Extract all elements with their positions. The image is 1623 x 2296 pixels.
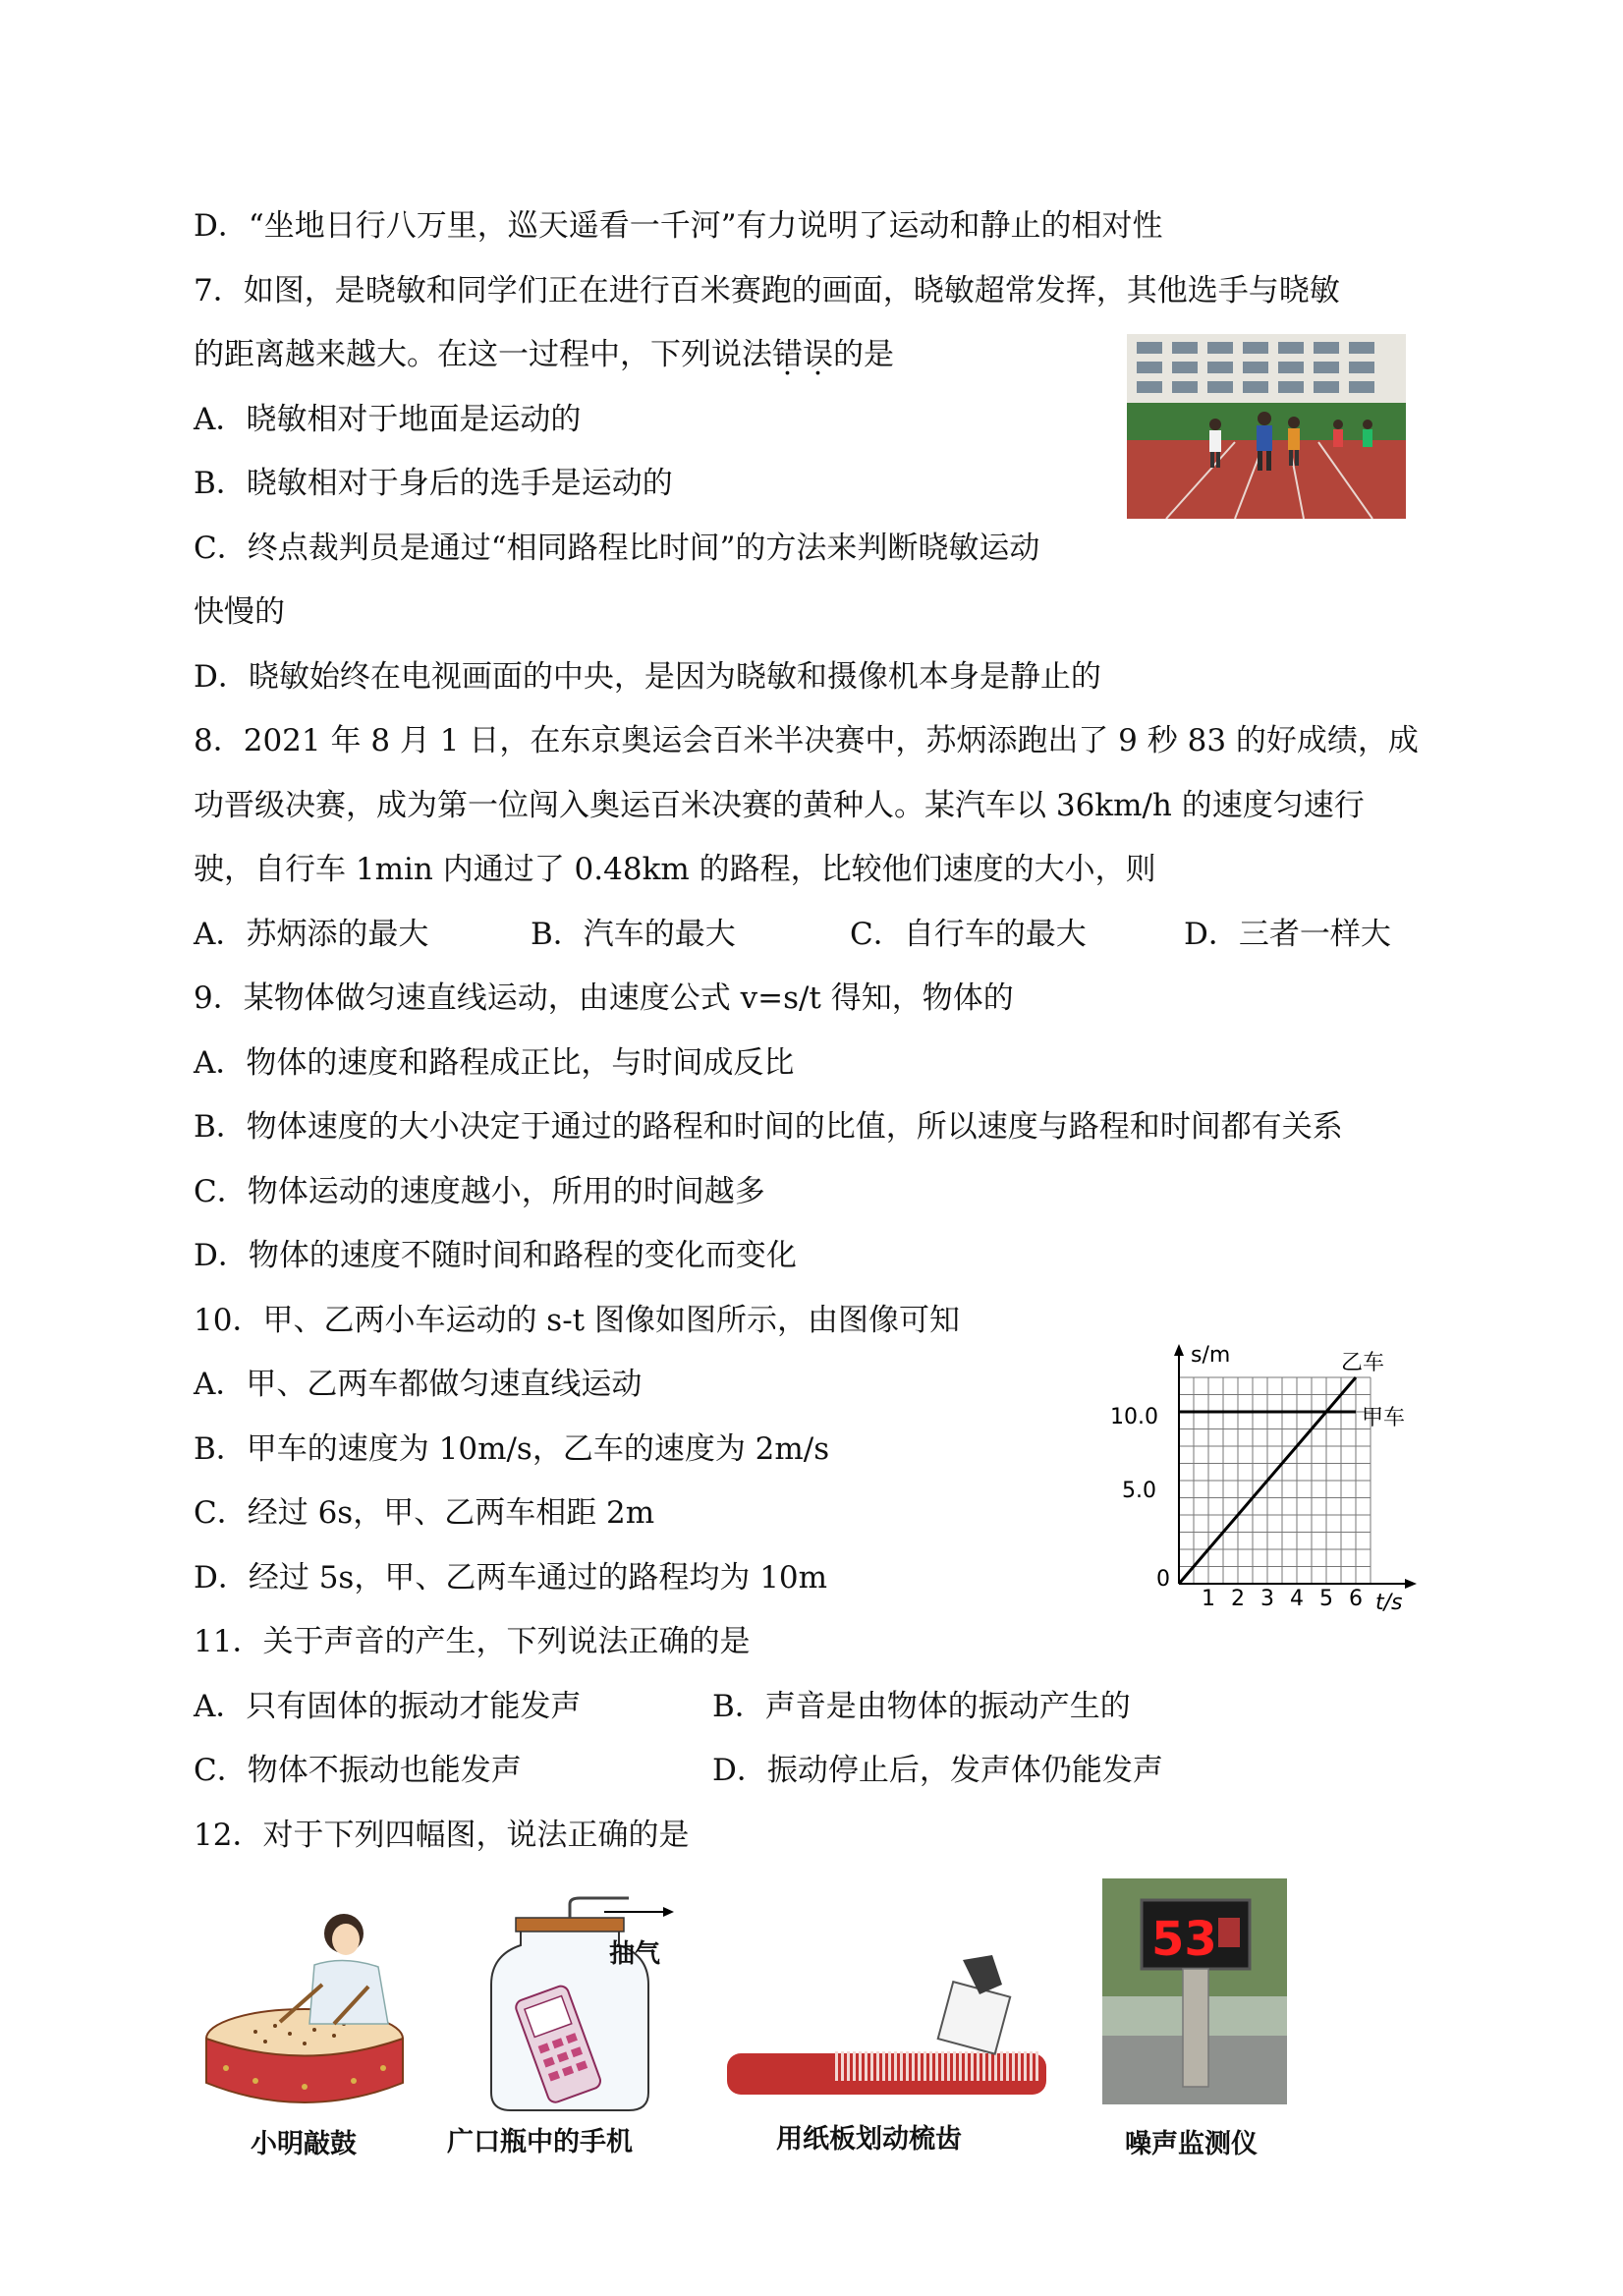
comb-tooth	[859, 2051, 862, 2081]
q8-stem-3: 驶，自行车 1min 内通过了 0.48km 的路程，比较他们速度的大小，则	[194, 852, 1156, 887]
comb-tooth	[935, 2051, 938, 2081]
comb-tooth	[1006, 2051, 1009, 2081]
comb-tooth	[894, 2051, 897, 2081]
q12-stem: 12．对于下列四幅图，说法正确的是	[194, 1818, 690, 1853]
drum-figure	[196, 1906, 422, 2122]
series-label-yi: 乙车	[1341, 1351, 1385, 1375]
comb-tooth	[971, 2051, 974, 2081]
q7-stem-2: 的距离越来越大。在这一过程中，下列说法错误的是	[194, 337, 894, 372]
comb-figure	[722, 1955, 1051, 2107]
y-axis-label: s/m	[1191, 1343, 1231, 1368]
x-axis-label: t/s	[1375, 1591, 1403, 1615]
caption-drum: 小明敲鼓	[251, 2129, 357, 2159]
y-tick-label: 5.0	[1122, 1479, 1156, 1503]
emphasis-char: 误	[803, 337, 833, 372]
comb-tooth	[900, 2051, 903, 2081]
comb-tooth	[977, 2051, 979, 2081]
comb-tooth	[865, 2051, 867, 2081]
comb-tooth	[1018, 2051, 1021, 2081]
x-tick-label: 3	[1260, 1587, 1274, 1611]
comb-tooth	[923, 2051, 926, 2081]
caption-noise-monitor: 噪声监测仪	[1125, 2129, 1258, 2159]
comb-tooth	[853, 2051, 856, 2081]
graph-axes	[1174, 1344, 1417, 1589]
q8-stem-1: 8．2021 年 8 月 1 日，在东京奥运会百米半决赛中，苏炳添跑出了 9 秒 83 的好成绩，成	[194, 723, 1419, 758]
q9-option-d: D．物体的速度不随时间和路程的变化而变化	[194, 1238, 797, 1273]
q11-stem: 11．关于声音的产生，下列说法正确的是	[194, 1624, 751, 1659]
q9-option-b: B．物体速度的大小决定于通过的路程和时间的比值，所以速度与路程和时间都有关系	[194, 1109, 1343, 1145]
x-tick-label: 6	[1349, 1587, 1363, 1611]
q10-stem: 10．甲、乙两小车运动的 s-t 图像如图所示，由图像可知	[194, 1303, 960, 1338]
x-tick-label: 5	[1319, 1587, 1333, 1611]
comb-tooth	[1000, 2051, 1003, 2081]
q10-option-c: C．经过 6s，甲、乙两车相距 2m	[194, 1495, 655, 1531]
origin-label: 0	[1156, 1567, 1170, 1592]
q7-option-c-1: C．终点裁判员是通过“相同路程比时间”的方法来判断晓敏运动	[194, 531, 1040, 566]
meter-reading: 53	[1151, 1912, 1217, 1967]
noise-monitor-figure	[1102, 1878, 1287, 2104]
comb-tooth	[929, 2051, 932, 2081]
comb-tooth	[965, 2051, 968, 2081]
comb-tooth	[912, 2051, 915, 2081]
comb-tooth	[882, 2051, 885, 2081]
comb-tooth	[941, 2051, 944, 2081]
comb-tooth	[959, 2051, 962, 2081]
comb-tooth	[953, 2051, 956, 2081]
comb-tooth	[1012, 2051, 1015, 2081]
q11-option-b: B．声音是由物体的振动产生的	[712, 1689, 1131, 1724]
comb-tooth	[982, 2051, 985, 2081]
series-label-jia: 甲车	[1362, 1406, 1406, 1430]
q7-option-c-2: 快慢的	[194, 594, 285, 630]
q6-option-d: D．“坐地日行八万里，巡天遥看一千河”有力说明了运动和静止的相对性	[194, 208, 1163, 244]
comb-tooth	[1035, 2051, 1038, 2081]
pump-label: 抽气	[609, 1939, 661, 1969]
q8-option-b: B．汽车的最大	[531, 917, 736, 952]
caption-jar: 广口瓶中的手机	[447, 2127, 633, 2157]
q10-option-a: A．甲、乙两车都做匀速直线运动	[194, 1367, 643, 1402]
comb-tooth	[918, 2051, 921, 2081]
emphasis-char: 错	[772, 337, 803, 372]
x-tick-label: 2	[1231, 1587, 1245, 1611]
q9-option-a: A．物体的速度和路程成正比，与时间成反比	[194, 1045, 795, 1081]
q11-option-c: C．物体不振动也能发声	[194, 1753, 522, 1788]
y-tick-label: 10.0	[1110, 1405, 1158, 1429]
comb-tooth	[988, 2051, 991, 2081]
comb-tooth	[1024, 2051, 1027, 2081]
q7-option-d: D．晓敏始终在电视画面的中央，是因为晓敏和摄像机本身是静止的	[194, 659, 1101, 695]
comb-tooth	[870, 2051, 873, 2081]
comb-tooth	[847, 2051, 850, 2081]
x-tick-label: 4	[1290, 1587, 1304, 1611]
caption-comb: 用纸板划动梳齿	[776, 2124, 962, 2155]
q9-option-c: C．物体运动的速度越小，所用的时间越多	[194, 1174, 765, 1209]
q8-stem-2: 功晋级决赛，成为第一位闯入奥运百米决赛的黄种人。某汽车以 36km/h 的速度匀速行	[194, 788, 1365, 823]
comb-tooth	[1030, 2051, 1033, 2081]
q7-option-a: A．晓敏相对于地面是运动的	[194, 402, 582, 437]
q8-option-d: D．三者一样大	[1184, 917, 1391, 952]
s-t-graph	[1110, 1336, 1425, 1621]
comb-tooth	[994, 2051, 997, 2081]
q11-option-a: A．只有固体的振动才能发声	[194, 1689, 582, 1724]
comb-tooth	[876, 2051, 879, 2081]
race-photo	[1127, 334, 1406, 519]
q11-option-d: D．振动停止后，发声体仍能发声	[712, 1753, 1163, 1788]
jar-figure	[481, 1896, 678, 2117]
comb-tooth	[835, 2051, 838, 2081]
q10-option-b: B．甲车的速度为 10m/s，乙车的速度为 2m/s	[194, 1431, 830, 1467]
q7-option-b: B．晓敏相对于身后的选手是运动的	[194, 466, 673, 501]
comb-tooth	[947, 2051, 950, 2081]
comb-tooth	[841, 2051, 844, 2081]
comb-tooth	[888, 2051, 891, 2081]
q8-option-a: A．苏炳添的最大	[194, 917, 429, 952]
graph-grid	[1179, 1377, 1371, 1584]
q9-stem: 9．某物体做匀速直线运动，由速度公式 v=s/t 得知，物体的	[194, 980, 1014, 1016]
comb-tooth	[906, 2051, 909, 2081]
q10-option-d: D．经过 5s，甲、乙两车通过的路程均为 10m	[194, 1560, 828, 1596]
q8-option-c: C．自行车的最大	[850, 917, 1087, 952]
x-tick-label: 1	[1202, 1587, 1215, 1611]
q7-stem-1: 7．如图，是晓敏和同学们正在进行百米赛跑的画面，晓敏超常发挥，其他选手与晓敏	[194, 273, 1340, 308]
